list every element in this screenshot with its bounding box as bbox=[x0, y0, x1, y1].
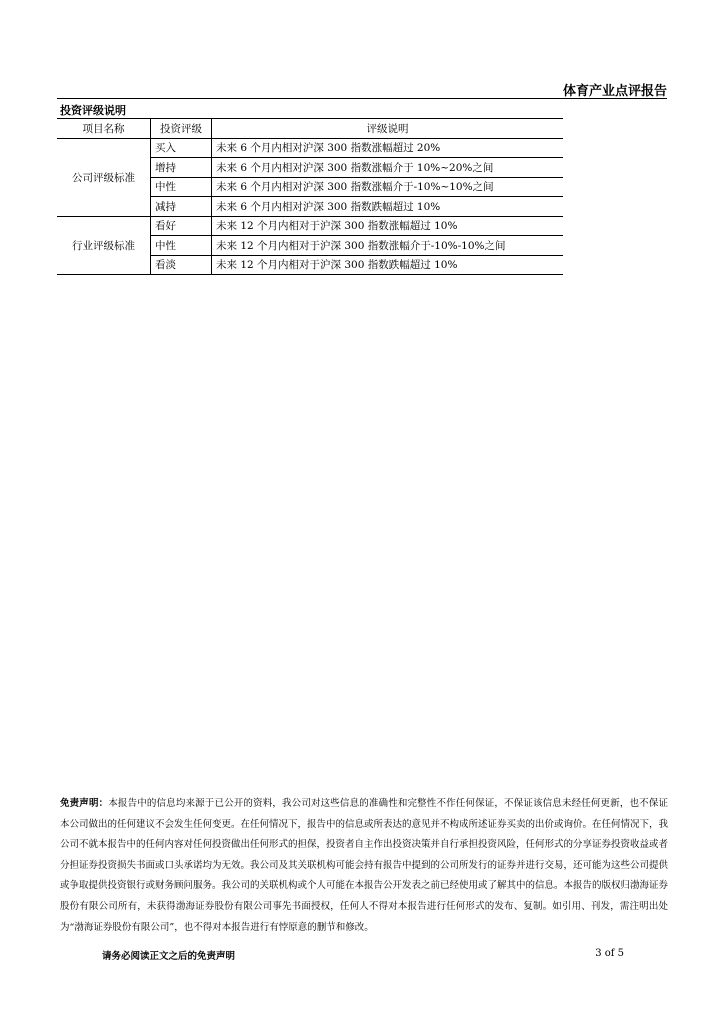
description-cell: 未来 6 个月内相对沪深 300 指数涨幅超过 20% bbox=[212, 138, 564, 158]
header-description: 评级说明 bbox=[212, 119, 564, 139]
description-cell: 未来 6 个月内相对沪深 300 指数跌幅超过 10% bbox=[212, 197, 564, 217]
rating-cell: 看好 bbox=[151, 216, 212, 236]
header-item-name: 项目名称 bbox=[57, 119, 151, 139]
disclaimer bbox=[60, 794, 668, 938]
header-rating: 投资评级 bbox=[151, 119, 212, 139]
table-row bbox=[57, 216, 563, 236]
rating-cell: 减持 bbox=[151, 197, 212, 217]
rating-table bbox=[57, 118, 563, 275]
rating-cell: 看淡 bbox=[151, 255, 212, 275]
rating-cell: 中性 bbox=[151, 236, 212, 256]
header-divider bbox=[57, 98, 667, 99]
description-cell: 未来 6 个月内相对沪深 300 指数涨幅介于-10%~10%之间 bbox=[212, 177, 564, 197]
footer-notice: 请务必阅读正文之后的免责声明 bbox=[102, 951, 236, 962]
table-header-row bbox=[57, 119, 563, 139]
disclaimer-label: 免责声明： bbox=[60, 798, 109, 809]
description-cell: 未来 12 个月内相对于沪深 300 指数跌幅超过 10% bbox=[212, 255, 564, 275]
description-cell: 未来 12 个月内相对于沪深 300 指数涨幅介于-10%-10%之间 bbox=[212, 236, 564, 256]
section-title: 投资评级说明 bbox=[60, 104, 126, 117]
page-number: 3 of 5 bbox=[595, 948, 624, 959]
description-cell: 未来 6 个月内相对沪深 300 指数涨幅介于 10%~20%之间 bbox=[212, 158, 564, 178]
company-group-label: 公司评级标准 bbox=[57, 138, 151, 216]
industry-group-label: 行业评级标准 bbox=[57, 216, 151, 275]
description-cell: 未来 12 个月内相对于沪深 300 指数涨幅超过 10% bbox=[212, 216, 564, 236]
rating-cell: 中性 bbox=[151, 177, 212, 197]
report-title: 体育产业点评报告 bbox=[562, 84, 667, 99]
table-row bbox=[57, 138, 563, 158]
disclaimer-text: 本报告中的信息均来源于已公开的资料，我公司对这些信息的准确性和完整性不作任何保证，不保证该信息未经任何更新，也不保证本公司做出的任何建议不会发生任何变更。在任何情况下，报告中的信息或所表达的意见并不构成所述证券买卖的出价或询价。在任何情况下，我公司不就本报告中的任何内容对任何投资做出任何形式的担保，投资者自主作出投资决策并自行承担投资风险，任何形式的分享证券投资收益或者分担证券投资损失书面或口头承诺均为无效。我公司及其关联机构可能会持有报告中提到的公司所发行的证券并进行交易，还可能为这些公司提供或争取提供投资银行或财务顾问服务。我公司的关联机构或个人可能在本报告公开发表之前已经使用或了解其中的信息。本报告的版权归渤海证券股份有限公司所有，未获得渤海证券股份有限公司事先书面授权，任何人不得对本报告进行任何形式的发布、复制。如引用、刊发，需注明出处为“渤海证券股份有限公司”，也不得对本报告进行有悖原意的删节和修改。 bbox=[60, 798, 669, 933]
rating-cell: 买入 bbox=[151, 138, 212, 158]
rating-cell: 增持 bbox=[151, 158, 212, 178]
